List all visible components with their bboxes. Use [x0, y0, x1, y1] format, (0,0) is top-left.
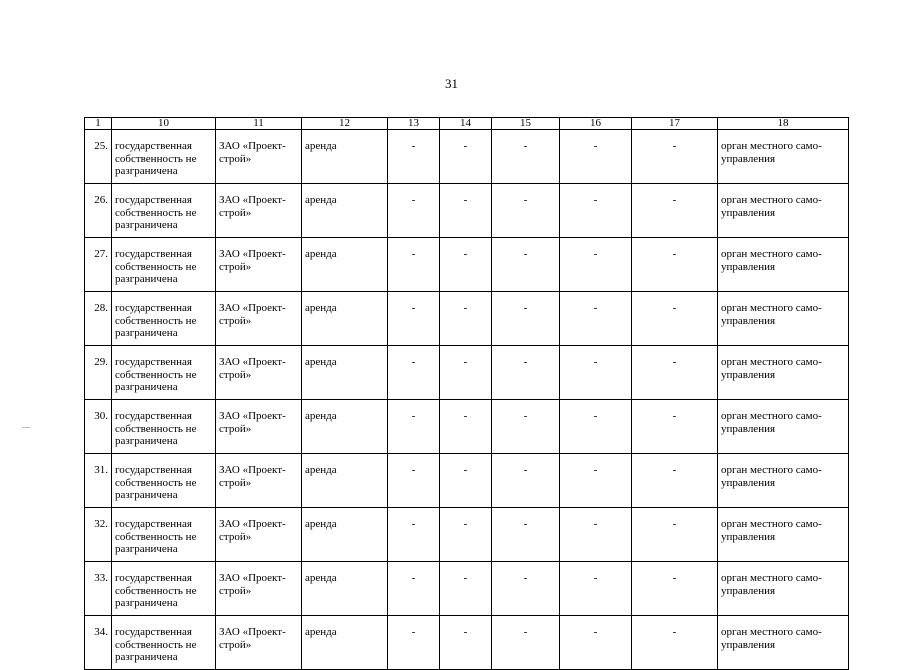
col17-cell: - — [632, 454, 718, 508]
authority-cell: орган местного само-управления — [718, 616, 849, 670]
right-type-cell: аренда — [302, 292, 388, 346]
col17-cell: - — [632, 562, 718, 616]
organization-cell: ЗАО «Проект-строй» — [216, 346, 302, 400]
right-type-cell: аренда — [302, 130, 388, 184]
col17-cell: - — [632, 238, 718, 292]
col15-cell: - — [492, 130, 560, 184]
col13-cell: - — [388, 238, 440, 292]
ownership-cell: государственная собственность не разграничена — [112, 454, 216, 508]
ownership-cell: государственная собственность не разграничена — [112, 508, 216, 562]
col16-cell: - — [560, 184, 632, 238]
col-header-13: 13 — [388, 118, 440, 130]
organization-cell: ЗАО «Проект-строй» — [216, 616, 302, 670]
col17-cell: - — [632, 130, 718, 184]
authority-cell: орган местного само-управления — [718, 400, 849, 454]
ownership-cell: государственная собственность не разграничена — [112, 238, 216, 292]
page-number: 31 — [445, 76, 458, 91]
table-row — [85, 184, 849, 238]
ownership-cell: государственная собственность не разграничена — [112, 562, 216, 616]
col14-cell: - — [440, 454, 492, 508]
right-type-cell: аренда — [302, 616, 388, 670]
col15-cell: - — [492, 400, 560, 454]
col13-cell: - — [388, 616, 440, 670]
col16-cell: - — [560, 130, 632, 184]
col14-cell: - — [440, 184, 492, 238]
authority-cell: орган местного само-управления — [718, 184, 849, 238]
authority-cell: орган местного само-управления — [718, 454, 849, 508]
col14-cell: - — [440, 562, 492, 616]
col14-cell: - — [440, 238, 492, 292]
col-header-12: 12 — [302, 118, 388, 130]
col17-cell: - — [632, 616, 718, 670]
col13-cell: - — [388, 184, 440, 238]
col13-cell: - — [388, 400, 440, 454]
row-number-cell: 28. — [85, 292, 112, 346]
table-row — [85, 292, 849, 346]
row-number-cell: 25. — [85, 130, 112, 184]
organization-cell: ЗАО «Проект-строй» — [216, 454, 302, 508]
col16-cell: - — [560, 400, 632, 454]
right-type-cell: аренда — [302, 400, 388, 454]
authority-cell: орган местного само-управления — [718, 130, 849, 184]
col-header-1: 1 — [85, 118, 112, 130]
col16-cell: - — [560, 562, 632, 616]
table-row — [85, 400, 849, 454]
right-type-cell: аренда — [302, 238, 388, 292]
col-header-17: 17 — [632, 118, 718, 130]
col13-cell: - — [388, 346, 440, 400]
col13-cell: - — [388, 562, 440, 616]
col13-cell: - — [388, 454, 440, 508]
row-number-cell: 29. — [85, 346, 112, 400]
table-body — [85, 130, 849, 670]
col16-cell: - — [560, 616, 632, 670]
table-row — [85, 616, 849, 670]
col13-cell: - — [388, 130, 440, 184]
col14-cell: - — [440, 616, 492, 670]
row-number-cell: 30. — [85, 400, 112, 454]
authority-cell: орган местного само-управления — [718, 508, 849, 562]
col15-cell: - — [492, 454, 560, 508]
row-number-cell: 31. — [85, 454, 112, 508]
col16-cell: - — [560, 454, 632, 508]
row-number-cell: 26. — [85, 184, 112, 238]
right-type-cell: аренда — [302, 346, 388, 400]
row-number-cell: 27. — [85, 238, 112, 292]
col-header-14: 14 — [440, 118, 492, 130]
col17-cell: - — [632, 508, 718, 562]
col16-cell: - — [560, 292, 632, 346]
col15-cell: - — [492, 184, 560, 238]
right-type-cell: аренда — [302, 562, 388, 616]
register-table — [84, 117, 849, 670]
row-number-cell: 33. — [85, 562, 112, 616]
authority-cell: орган местного само-управления — [718, 562, 849, 616]
authority-cell: орган местного само-управления — [718, 346, 849, 400]
right-type-cell: аренда — [302, 454, 388, 508]
col16-cell: - — [560, 238, 632, 292]
col-header-16: 16 — [560, 118, 632, 130]
col17-cell: - — [632, 346, 718, 400]
scan-mark — [22, 427, 30, 428]
col13-cell: - — [388, 508, 440, 562]
col-header-10: 10 — [112, 118, 216, 130]
ownership-cell: государственная собственность не разграничена — [112, 292, 216, 346]
organization-cell: ЗАО «Проект-строй» — [216, 130, 302, 184]
col15-cell: - — [492, 616, 560, 670]
ownership-cell: государственная собственность не разграничена — [112, 184, 216, 238]
ownership-cell: государственная собственность не разграничена — [112, 346, 216, 400]
col15-cell: - — [492, 292, 560, 346]
col14-cell: - — [440, 400, 492, 454]
col13-cell: - — [388, 292, 440, 346]
ownership-cell: государственная собственность не разграничена — [112, 130, 216, 184]
table-row — [85, 130, 849, 184]
authority-cell: орган местного само-управления — [718, 238, 849, 292]
col16-cell: - — [560, 346, 632, 400]
right-type-cell: аренда — [302, 184, 388, 238]
col17-cell: - — [632, 184, 718, 238]
ownership-cell: государственная собственность не разграничена — [112, 400, 216, 454]
ownership-cell: государственная собственность не разграничена — [112, 616, 216, 670]
authority-cell: орган местного само-управления — [718, 292, 849, 346]
col17-cell: - — [632, 400, 718, 454]
col14-cell: - — [440, 130, 492, 184]
organization-cell: ЗАО «Проект-строй» — [216, 400, 302, 454]
col15-cell: - — [492, 508, 560, 562]
col-header-11: 11 — [216, 118, 302, 130]
table-row — [85, 454, 849, 508]
row-number-cell: 32. — [85, 508, 112, 562]
col14-cell: - — [440, 508, 492, 562]
organization-cell: ЗАО «Проект-строй» — [216, 238, 302, 292]
right-type-cell: аренда — [302, 508, 388, 562]
row-number-cell: 34. — [85, 616, 112, 670]
col15-cell: - — [492, 238, 560, 292]
col15-cell: - — [492, 562, 560, 616]
table-row — [85, 346, 849, 400]
organization-cell: ЗАО «Проект-строй» — [216, 292, 302, 346]
table-row — [85, 562, 849, 616]
col-header-15: 15 — [492, 118, 560, 130]
col14-cell: - — [440, 346, 492, 400]
organization-cell: ЗАО «Проект-строй» — [216, 508, 302, 562]
col14-cell: - — [440, 292, 492, 346]
col16-cell: - — [560, 508, 632, 562]
col17-cell: - — [632, 292, 718, 346]
table-row — [85, 238, 849, 292]
col-header-18: 18 — [718, 118, 849, 130]
organization-cell: ЗАО «Проект-строй» — [216, 562, 302, 616]
col15-cell: - — [492, 346, 560, 400]
header-row — [85, 118, 849, 130]
table-row — [85, 508, 849, 562]
organization-cell: ЗАО «Проект-строй» — [216, 184, 302, 238]
